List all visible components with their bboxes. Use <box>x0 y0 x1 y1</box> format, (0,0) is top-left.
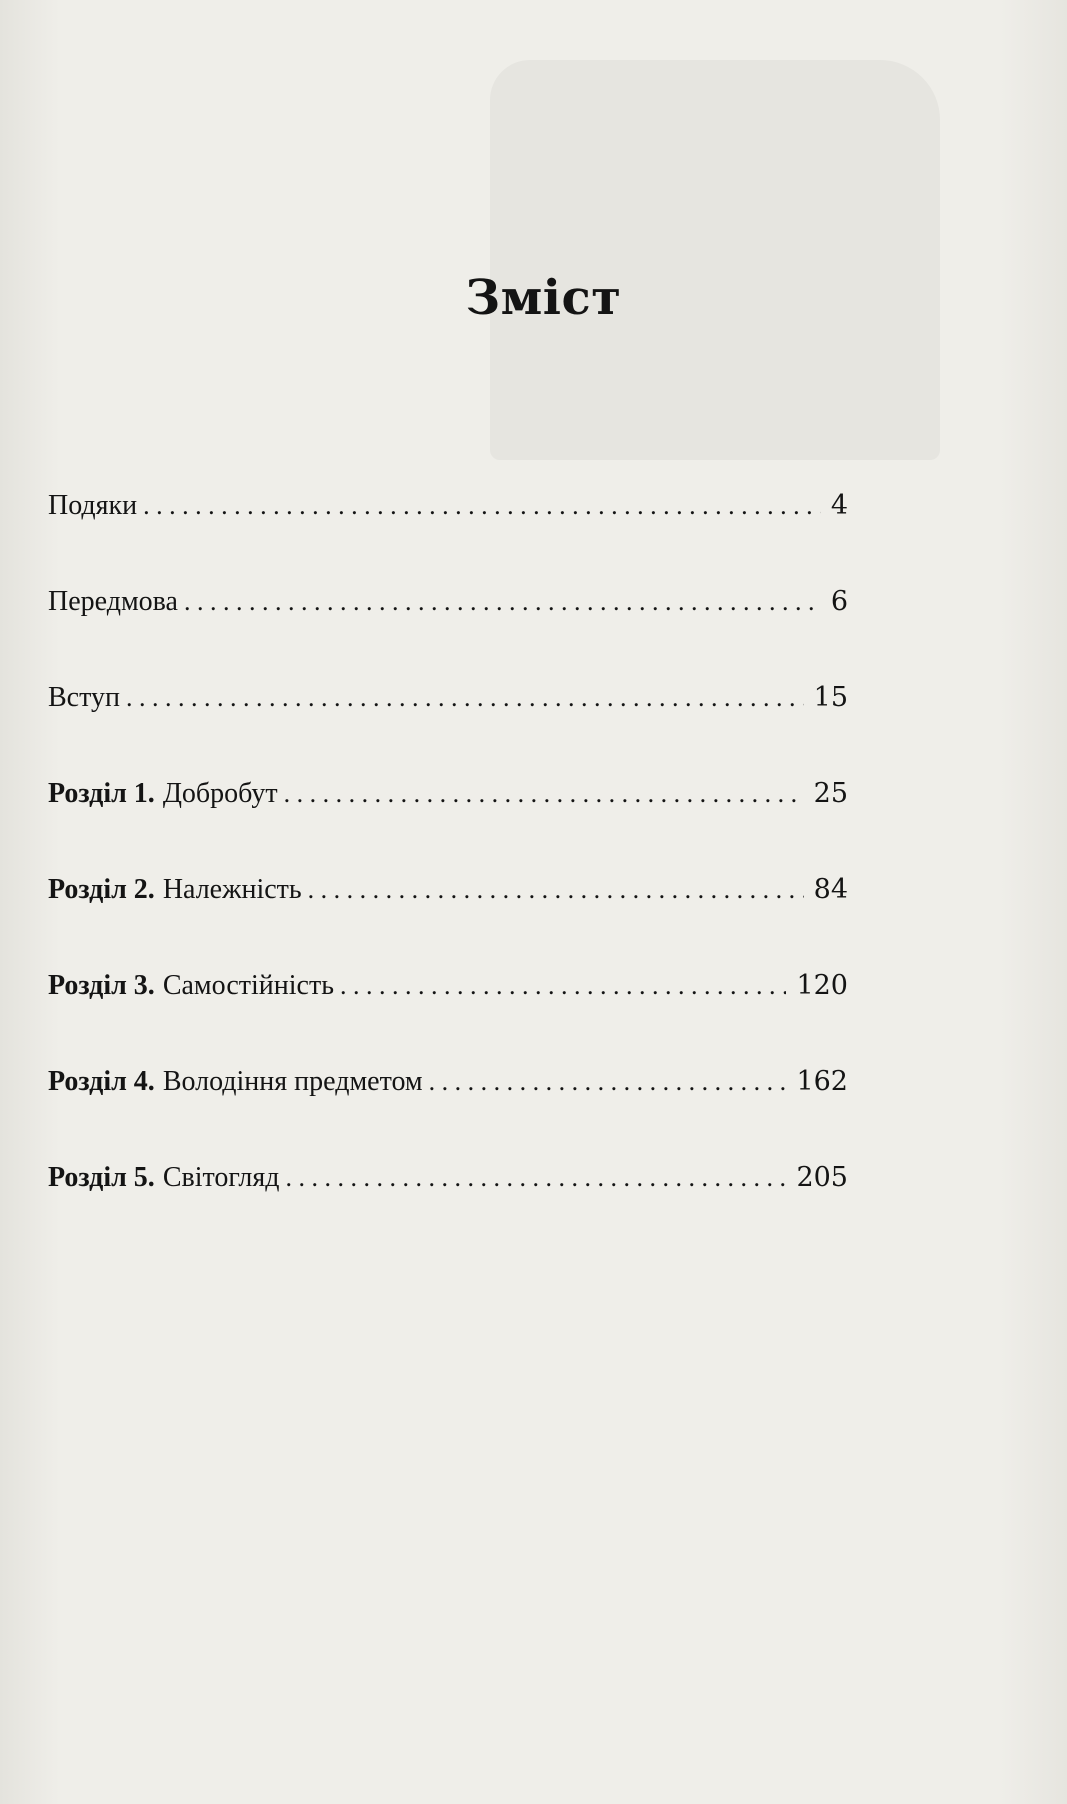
toc-page-number: 162 <box>796 1066 848 1097</box>
dot-leader <box>308 875 804 905</box>
chapter-prefix: Розділ 2. <box>48 874 155 905</box>
toc-entry-label: Розділ 5. Світогляд <box>48 1162 280 1193</box>
toc-page-number: 6 <box>830 586 848 617</box>
toc-entry-label: Розділ 3. Самостійність <box>48 970 334 1001</box>
chapter-prefix: Розділ 3. <box>48 970 155 1001</box>
toc-entry-label: Передмова <box>48 586 178 617</box>
toc-entry-label: Розділ 2. Належність <box>48 874 302 905</box>
dot-leader <box>126 683 804 713</box>
dot-leader <box>143 491 821 521</box>
toc-page-number: 84 <box>813 874 848 905</box>
toc-page-number: 25 <box>813 778 848 809</box>
show-through-image <box>490 60 940 460</box>
toc-entry-label: Розділ 1. Добробут <box>48 778 278 809</box>
toc-entry-introduction <box>48 682 848 778</box>
toc-page-number: 120 <box>796 970 848 1001</box>
chapter-prefix: Розділ 1. <box>48 778 155 809</box>
page-title: Зміст <box>465 270 622 327</box>
toc-entry-label: Вступ <box>48 682 120 713</box>
toc-entry-acknowledgements <box>48 490 848 586</box>
table-of-contents <box>48 490 848 1258</box>
toc-entry-preface <box>48 586 848 682</box>
chapter-prefix: Розділ 4. <box>48 1066 155 1097</box>
toc-entry-chapter-1 <box>48 778 848 874</box>
toc-entry-chapter-5 <box>48 1162 848 1258</box>
toc-entry-chapter-3 <box>48 970 848 1066</box>
toc-page-number: 205 <box>796 1162 848 1193</box>
dot-leader <box>284 779 804 809</box>
dot-leader <box>184 587 821 617</box>
dot-leader <box>286 1163 787 1193</box>
toc-page-number: 15 <box>813 682 848 713</box>
toc-entry-label: Подяки <box>48 490 138 521</box>
chapter-prefix: Розділ 5. <box>48 1162 155 1193</box>
dot-leader <box>340 971 786 1001</box>
dot-leader <box>429 1067 787 1097</box>
toc-page-number: 4 <box>830 490 848 521</box>
toc-entry-chapter-4 <box>48 1066 848 1162</box>
toc-entry-chapter-2 <box>48 874 848 970</box>
toc-entry-label: Розділ 4. Володіння предметом <box>48 1066 423 1097</box>
